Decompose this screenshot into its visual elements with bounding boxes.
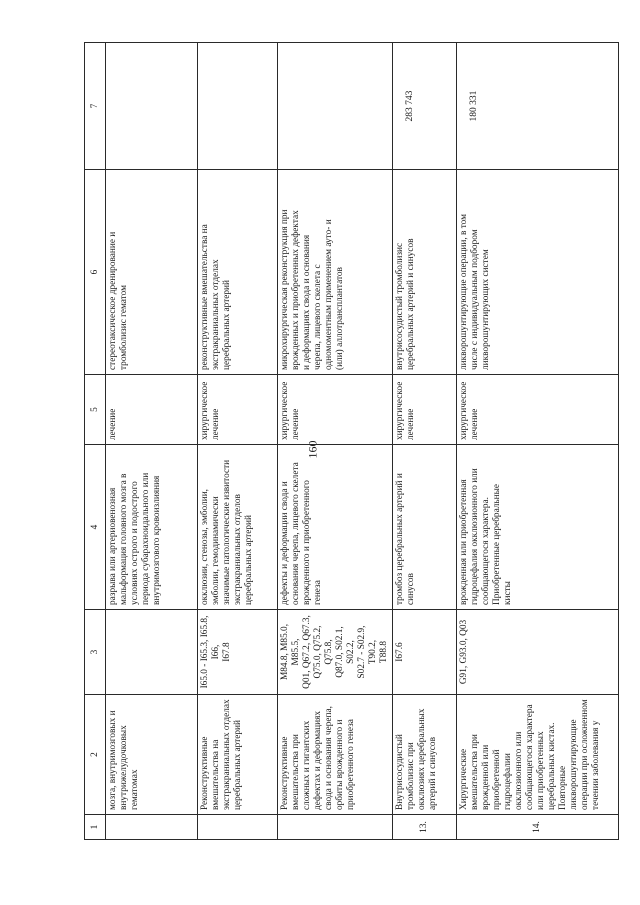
row-model-line: эмболии, гемодинамически xyxy=(211,496,221,605)
row-model-line: периода субарахноидального или xyxy=(141,472,151,605)
row-codes xyxy=(457,610,619,695)
row-codes xyxy=(106,610,198,695)
row-codes-line: I67.6 xyxy=(395,642,405,662)
row-method xyxy=(198,170,278,375)
row-treatment-line: лечение xyxy=(211,408,221,440)
row-method-line: тромболизис гематом xyxy=(119,285,129,370)
row-name-line: приобретенной xyxy=(492,749,502,810)
row-name-line: ликворошунтирующие xyxy=(569,719,579,810)
row-method-line: микрохирургическая реконструкция при xyxy=(280,209,290,370)
row-treatment-line: хирургическое xyxy=(395,381,405,440)
row-codes-line: I65.0 - I65.3, I65.8, I66, xyxy=(200,615,221,689)
row-name-line: церебральных кистах. xyxy=(547,722,557,810)
row-name-line: Внутрисосудистый xyxy=(395,734,405,810)
row-name-line: сообщающегося характера xyxy=(525,704,535,810)
row-name-line: течении заболевания у xyxy=(591,720,601,810)
row-method-line: числе с индивидуальным подбором xyxy=(470,229,480,370)
table-row xyxy=(457,43,619,840)
row-model xyxy=(278,445,393,610)
row-model-line: разрыва или артериовенозная xyxy=(108,487,118,605)
row-cost: 283 743 xyxy=(393,43,457,170)
row-method-line: (или) аллотрансплантатов xyxy=(335,267,345,370)
row-model-line: тромбоз церебральных артерий и xyxy=(395,473,405,605)
row-method-line: ликворошунтирующих систем xyxy=(481,249,491,370)
header-col-1: 1 xyxy=(85,815,106,840)
row-model-line: мальформация головного мозга в xyxy=(119,473,129,605)
row-model-line: дефекты и деформации свода и xyxy=(280,481,290,605)
row-model-line: значимые патологические извитости xyxy=(222,459,232,605)
row-model-line: внутримозгового кровоизлияния xyxy=(152,475,162,605)
row-name-line: орбиты врожденного и xyxy=(335,719,345,810)
row-method-line: стереотаксическое дренирование и xyxy=(108,231,118,370)
row-name-line: врожденной или xyxy=(481,744,491,810)
header-col-2: 2 xyxy=(85,695,106,815)
row-treatment-line: хирургическое xyxy=(200,381,210,440)
row-codes-line: Q75.0, Q75.2, Q75.8, xyxy=(313,625,334,679)
row-name-line: экстракраниальных отделах xyxy=(222,699,232,810)
row-model xyxy=(393,445,457,610)
row-model xyxy=(198,445,278,610)
row-name-line: Реконструктивные xyxy=(200,736,210,810)
row-method xyxy=(457,170,619,375)
row-treatment xyxy=(457,375,619,445)
row-model xyxy=(106,445,198,610)
row-name-line: Хирургические xyxy=(459,748,469,810)
row-name-line: приобретенного генеза xyxy=(346,719,356,810)
row-number xyxy=(278,815,393,840)
row-codes-line: Q01, Q67.2, Q67.3, xyxy=(302,615,312,689)
row-codes-line: S02.7 - S02.9, T90.2, xyxy=(357,625,378,679)
row-treatment-line: лечение xyxy=(291,408,301,440)
row-model-line: синусов xyxy=(406,573,416,605)
row-treatment xyxy=(393,375,457,445)
row-name-line: вмешательства при xyxy=(470,734,480,810)
row-method-line: внутрисосудистый тромболизис xyxy=(395,242,405,370)
row-codes-line: I67.8 xyxy=(222,642,232,662)
row-method-line: церебральных артерий и синусов xyxy=(406,238,416,370)
row-number: 13. xyxy=(393,815,457,840)
row-name xyxy=(198,695,278,815)
row-codes xyxy=(278,610,393,695)
row-name-line: свода и основания черепа, xyxy=(324,706,334,810)
row-name-line: дефектах и деформациях xyxy=(313,710,323,810)
row-model-line: церебральных артерий xyxy=(244,515,254,605)
row-name xyxy=(278,695,393,815)
row-name-line: мозга, внутримозговых и xyxy=(108,710,118,810)
row-model-line: условиях острого и подострого xyxy=(130,481,140,605)
row-model-line: основания черепа, лицевого скелета xyxy=(291,462,301,605)
row-name-line: или приобретенных xyxy=(536,731,546,810)
table-row xyxy=(198,43,278,840)
row-name-line: артерий и синусов xyxy=(428,737,438,810)
row-cost: 180 331 xyxy=(457,43,619,170)
header-col-4: 4 xyxy=(85,445,106,610)
row-name-line: окклюзиях церебральных xyxy=(417,708,427,810)
table-row xyxy=(106,43,198,840)
row-name xyxy=(457,695,619,815)
row-name-line: вмешательства на xyxy=(211,739,221,810)
row-model-line: врожденного и приобретенного xyxy=(302,480,312,605)
row-treatment-line: лечение xyxy=(406,408,416,440)
row-number xyxy=(106,815,198,840)
header-col-5: 5 xyxy=(85,375,106,445)
table-row xyxy=(278,43,393,840)
row-name xyxy=(106,695,198,815)
row-method-line: и деформациях свода и основания xyxy=(302,234,312,370)
row-name-line: церебральных артерий xyxy=(233,720,243,810)
row-name-line: внутрижелудочковых xyxy=(119,725,129,810)
row-method xyxy=(106,170,198,375)
row-name-line: операции при осложненном xyxy=(580,699,590,810)
row-model-line: гидроцефалия окклюзионного или xyxy=(470,468,480,605)
row-name-line: окклюзионного или xyxy=(514,731,524,810)
row-method xyxy=(278,170,393,375)
table-body xyxy=(106,43,619,840)
procedures-table xyxy=(84,42,619,840)
row-method-line: экстракраниальных отделах xyxy=(211,259,221,370)
row-model-line: окклюзии, стенозы, эмболии, xyxy=(200,488,210,605)
header-col-6: 6 xyxy=(85,170,106,375)
row-method-line: реконструктивные вмешательства на xyxy=(200,224,210,370)
rotated-table-wrapper xyxy=(84,43,612,840)
row-model-line: генеза xyxy=(313,580,323,605)
table-row xyxy=(393,43,457,840)
row-model-line: врожденная или приобретенная xyxy=(459,479,469,605)
row-codes xyxy=(393,610,457,695)
row-method xyxy=(393,170,457,375)
row-treatment xyxy=(198,375,278,445)
header-col-7: 7 xyxy=(85,43,106,170)
row-treatment-line: хирургическое xyxy=(459,381,469,440)
row-name-line: сложных и гигантских xyxy=(302,720,312,810)
row-model-line: Приобретенные церебральные xyxy=(492,483,502,605)
page-number: 160 xyxy=(305,440,320,459)
row-name-line: тромболизис при xyxy=(406,742,416,810)
row-codes xyxy=(198,610,278,695)
row-method-line: одномоментным применением ауто- и xyxy=(324,219,334,370)
row-cost xyxy=(278,43,393,170)
row-method-line: ликворошунтирующие операции, в том xyxy=(459,213,469,370)
row-name-line: Повторные xyxy=(558,765,568,810)
row-treatment-line: хирургическое xyxy=(280,381,290,440)
row-name xyxy=(393,695,457,815)
row-cost xyxy=(106,43,198,170)
row-name-line: Реконструктивные xyxy=(280,736,290,810)
row-method-line: черепа, лицевого скелета с xyxy=(313,264,323,370)
row-model-line: кисты xyxy=(503,581,513,605)
row-treatment-line: лечение xyxy=(470,408,480,440)
header-row xyxy=(85,43,106,840)
row-model xyxy=(457,445,619,610)
row-name-line: гидроцефалии xyxy=(503,753,513,810)
row-codes-line: M84.8, M85.0, M85.5, xyxy=(280,623,301,681)
row-cost xyxy=(198,43,278,170)
row-treatment-line: лечение xyxy=(108,408,118,440)
row-method-line: церебральных артерий xyxy=(222,280,232,370)
row-name-line: вмешательства при xyxy=(291,734,301,810)
row-model-line: экстракраниальных отделов xyxy=(233,494,243,605)
row-codes-line: T88.8 xyxy=(379,641,389,663)
row-codes-line: Q87.0, S02.1, S02.2, xyxy=(335,626,356,678)
row-name-line: гематомах xyxy=(130,769,140,810)
row-number: 14. xyxy=(457,815,619,840)
row-model-line: сообщающегося характера. xyxy=(481,497,491,605)
row-treatment xyxy=(106,375,198,445)
row-method-line: врожденных и приобретенных дефектах xyxy=(291,210,301,370)
row-number xyxy=(198,815,278,840)
row-codes-line: G91, G93.0, Q03 xyxy=(459,619,469,685)
row-treatment xyxy=(278,375,393,445)
header-col-3: 3 xyxy=(85,610,106,695)
